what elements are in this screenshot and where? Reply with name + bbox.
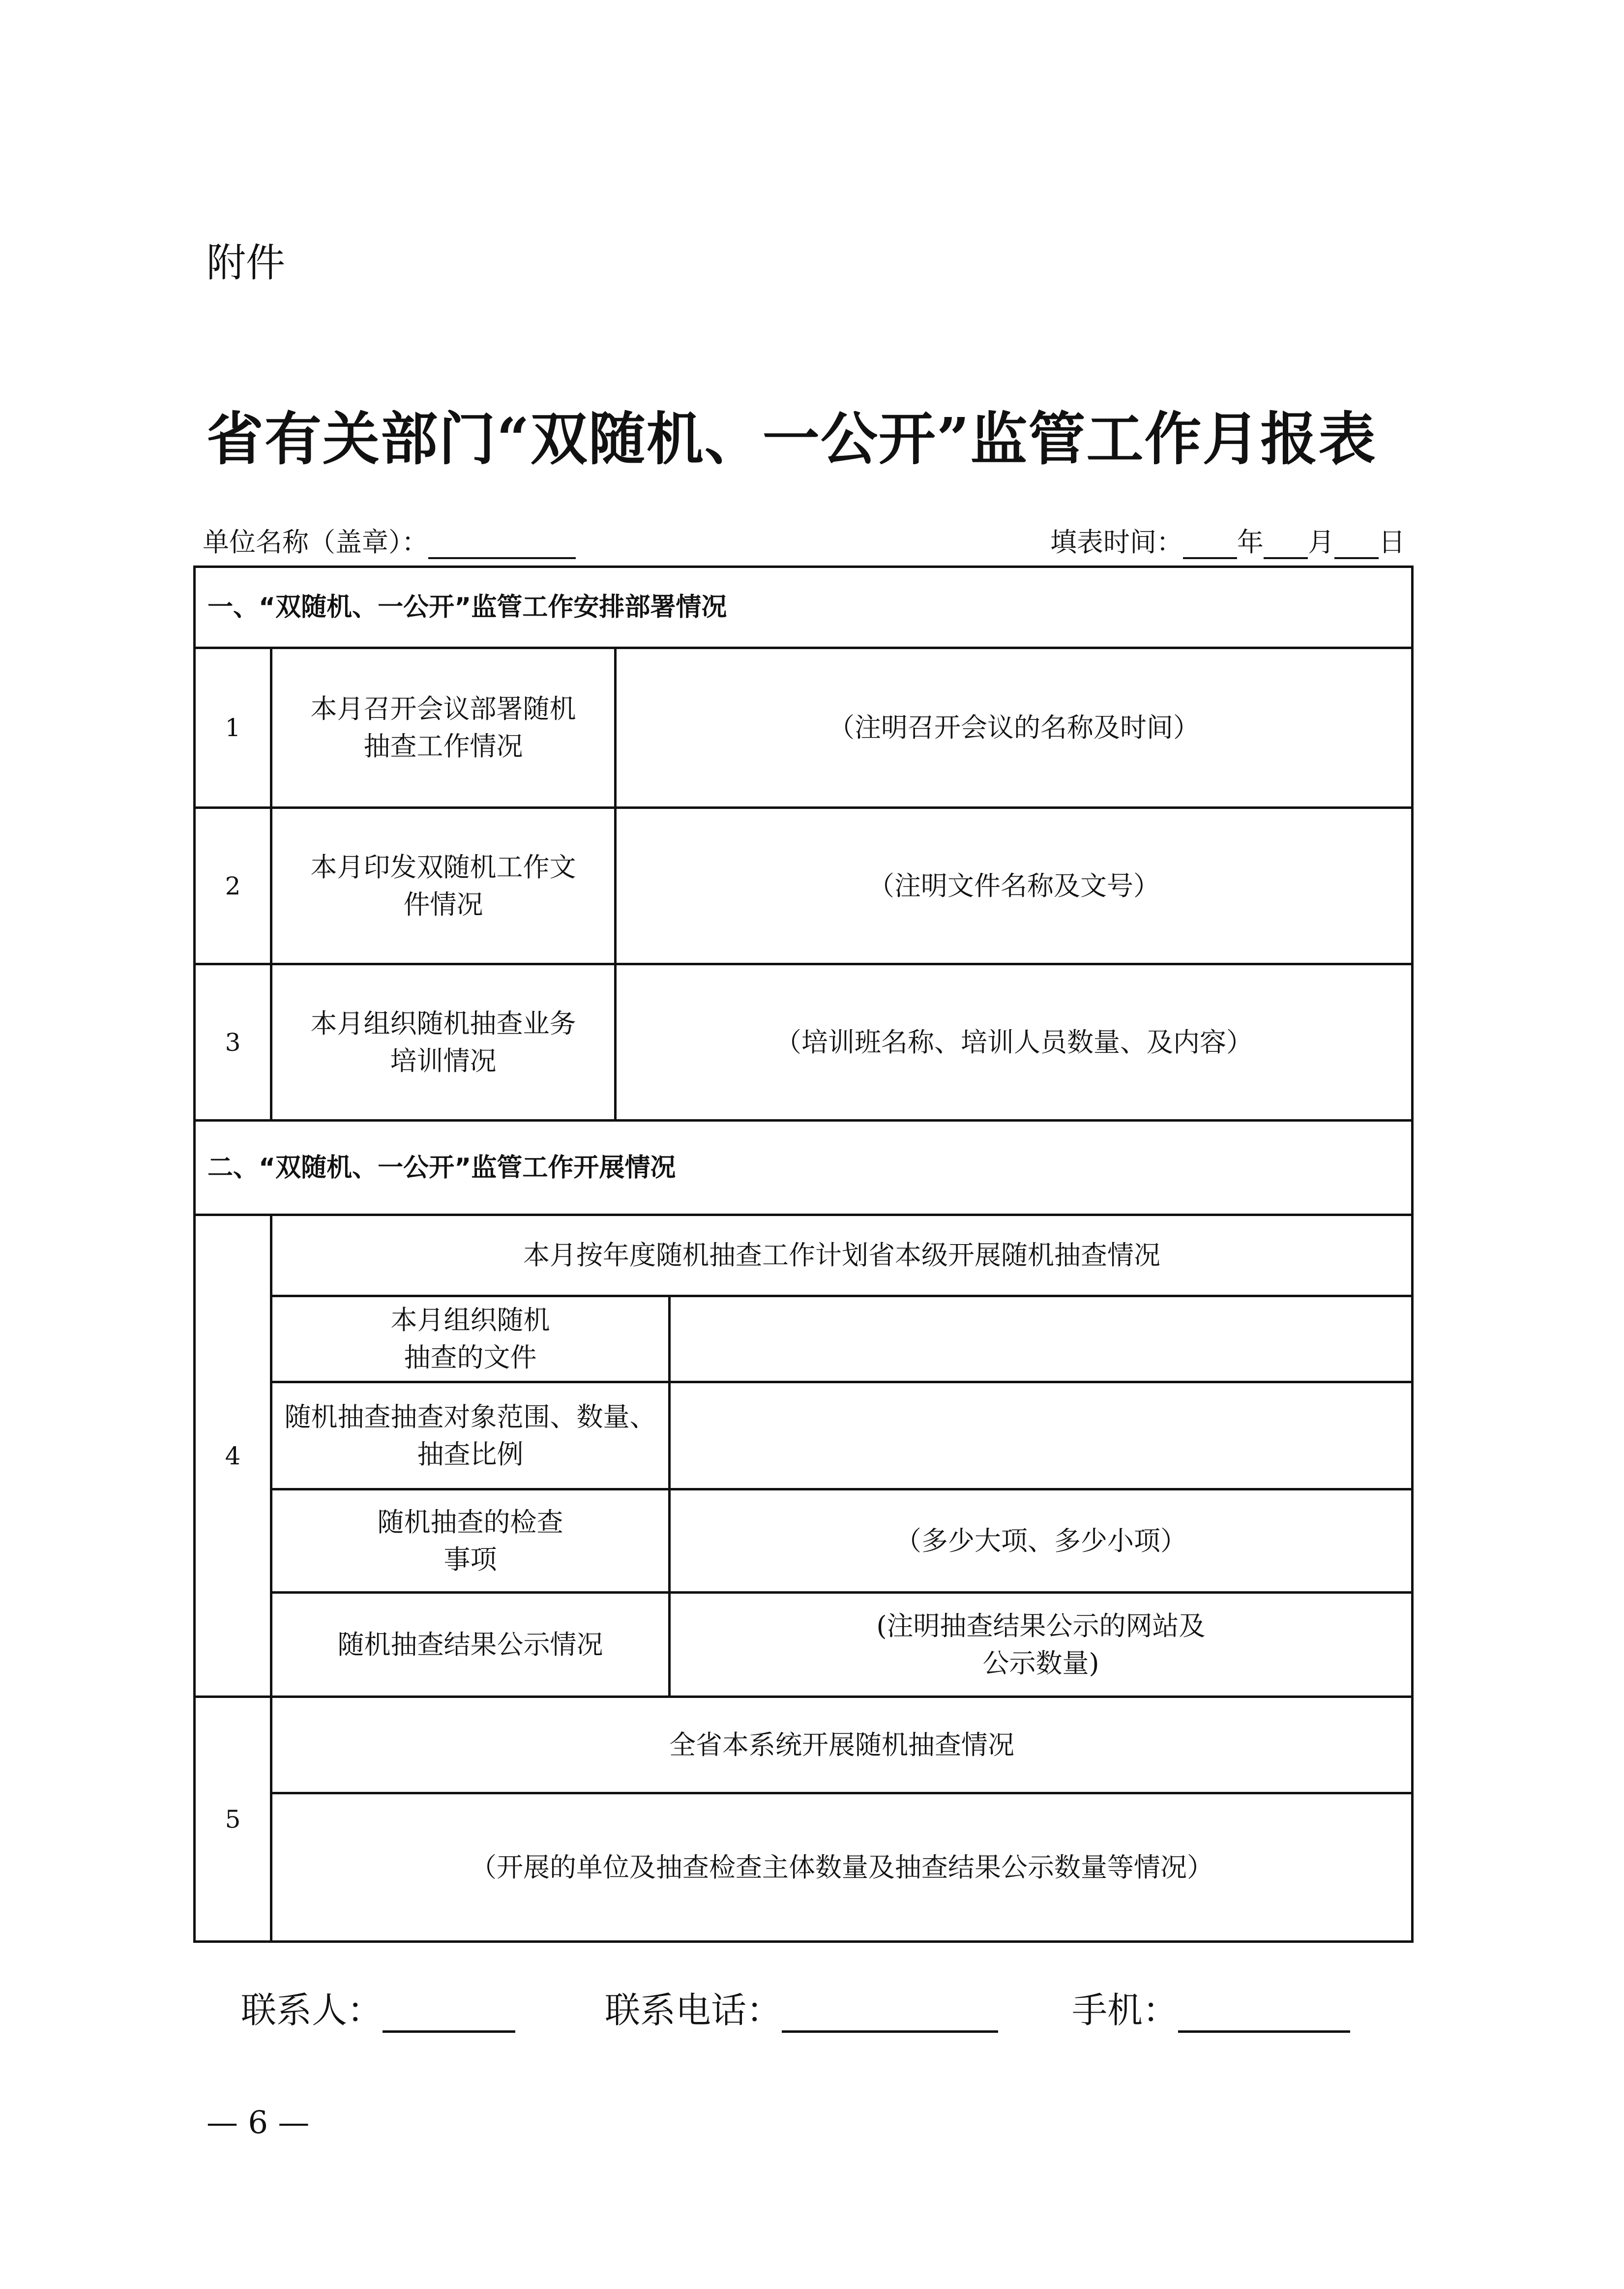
day-label: 日: [1379, 527, 1405, 558]
sub-item-value-cell[interactable]: [670, 1593, 1413, 1697]
unit-name-label: 单位名称（盖章）：: [203, 527, 428, 558]
mobile-label: 手机：: [1072, 1990, 1179, 2031]
table-row: [195, 1793, 1413, 1942]
fill-time-label: 填表时间：: [1050, 527, 1183, 558]
table-row: [195, 648, 1413, 808]
unit-name-blank[interactable]: [428, 532, 576, 559]
table-row: [195, 1489, 1413, 1593]
item-label: [271, 808, 616, 964]
table-row: [195, 1382, 1413, 1489]
contact-phone-blank[interactable]: [782, 1996, 998, 2033]
contact-phone-line: [605, 1982, 998, 2033]
sub-item-label-line2: 事项: [443, 1544, 497, 1575]
table-row: [195, 1296, 1413, 1382]
unit-name-line: [203, 521, 576, 559]
section1-title: 一、“双随机、一公开”监管工作安排部署情况: [195, 567, 1413, 648]
year-blank[interactable]: [1183, 532, 1237, 559]
sub-item-value-cell[interactable]: [670, 1296, 1413, 1382]
page-number: — 6 —: [207, 2105, 310, 2141]
row-number: 4: [195, 1215, 271, 1697]
sub-item-label-line1: 随机抽查的检查: [377, 1506, 563, 1538]
item-label-line1: 本月印发双随机工作文: [310, 851, 576, 883]
sub-item-label: [271, 1296, 670, 1382]
table-row: [195, 964, 1413, 1121]
attachment-label: 附件: [207, 240, 285, 286]
sub-item-label-line2: 抽查比例: [417, 1438, 524, 1470]
year-label: 年: [1237, 527, 1264, 558]
document-note-cell[interactable]: （注明文件名称及文号）: [616, 808, 1413, 964]
sub-item-label: 随机抽查结果公示情况: [271, 1593, 670, 1697]
item-label: [271, 964, 616, 1121]
section2-header-row: [195, 1121, 1413, 1215]
sub-item-label-line2: 抽查的文件: [404, 1342, 537, 1373]
fill-time-line: [1050, 521, 1405, 559]
item-label-line2: 件情况: [403, 889, 483, 920]
sub-item-label: [271, 1489, 670, 1593]
mobile-line: [1072, 1982, 1350, 2033]
day-blank[interactable]: [1334, 532, 1379, 559]
section1-header-row: [195, 567, 1413, 648]
sub-item-value-cell[interactable]: [670, 1382, 1413, 1489]
sub-item-label-line1: 本月组织随机: [390, 1305, 550, 1336]
row5-note-cell[interactable]: （开展的单位及抽查检查主体数量及抽查结果公示数量等情况）: [271, 1793, 1413, 1942]
report-form-table: [193, 565, 1414, 1943]
row-number: 2: [195, 808, 271, 964]
training-note-cell[interactable]: （培训班名称、培训人员数量、及内容）: [616, 964, 1413, 1121]
table-row: [195, 1215, 1413, 1296]
month-label: 月: [1308, 527, 1334, 558]
row-number: 3: [195, 964, 271, 1121]
sub-item-label: [271, 1382, 670, 1489]
item-label-line1: 本月组织随机抽查业务: [310, 1008, 576, 1039]
table-row: [195, 808, 1413, 964]
table-row: [195, 1593, 1413, 1697]
item-label-line2: 抽查工作情况: [363, 731, 523, 762]
sub-item-label-line1: 随机抽查抽查对象范围、数量、: [284, 1401, 656, 1432]
sub-item-note-line1: (注明抽查结果公示的网站及: [876, 1610, 1206, 1641]
row-number: 1: [195, 648, 271, 808]
contact-person-blank[interactable]: [383, 1996, 515, 2033]
mobile-blank[interactable]: [1178, 1996, 1350, 2033]
contact-person-line: [241, 1982, 515, 2033]
row5-header: 全省本系统开展随机抽查情况: [271, 1697, 1413, 1793]
item-label-line1: 本月召开会议部署随机: [310, 693, 576, 724]
sub-item-value-cell[interactable]: （多少大项、多少小项）: [670, 1489, 1413, 1593]
row4-header: 本月按年度随机抽查工作计划省本级开展随机抽查情况: [271, 1215, 1413, 1296]
contact-phone-label: 联系电话：: [605, 1990, 782, 2031]
meeting-note-cell[interactable]: （注明召开会议的名称及时间）: [616, 648, 1413, 808]
table-row: [195, 1697, 1413, 1793]
month-blank[interactable]: [1264, 532, 1308, 559]
row-number: 5: [195, 1697, 271, 1942]
sub-item-note-line2: 公示数量): [982, 1647, 1099, 1679]
item-label: [271, 648, 616, 808]
page-title: 省有关部门“双随机、一公开”监管工作月报表: [207, 406, 1377, 473]
item-label-line2: 培训情况: [390, 1045, 497, 1076]
section2-title: 二、“双随机、一公开”监管工作开展情况: [195, 1121, 1413, 1215]
contact-person-label: 联系人：: [241, 1990, 383, 2031]
